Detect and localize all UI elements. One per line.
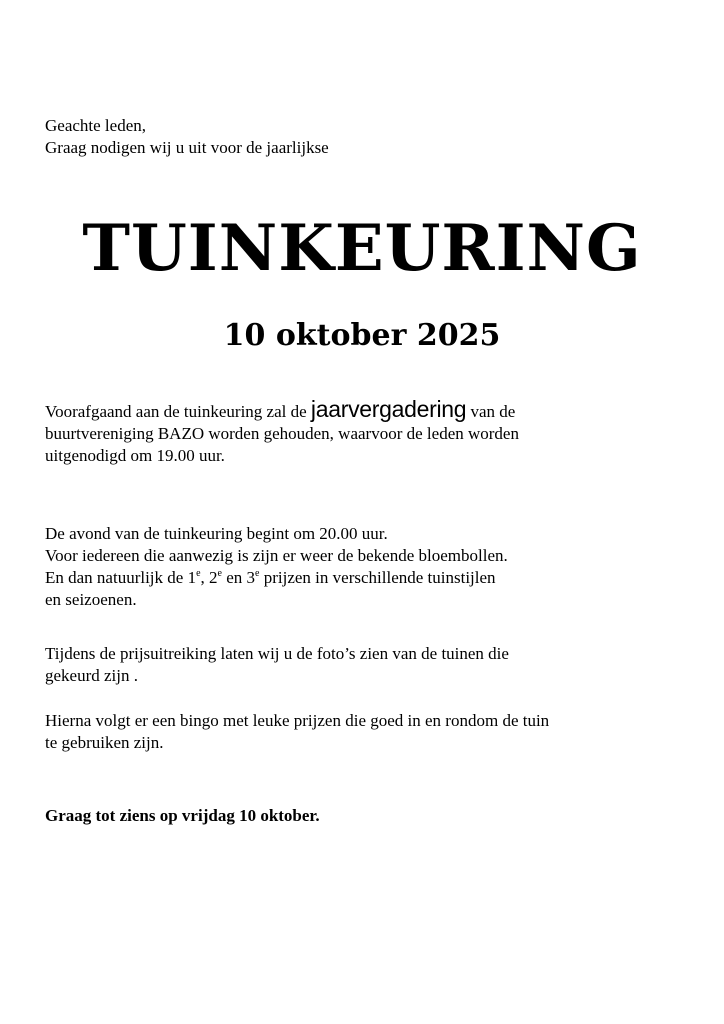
paragraph-line: en seizoenen. <box>45 590 137 609</box>
text-span: en 3 <box>221 568 256 587</box>
paragraph-meeting <box>45 398 685 467</box>
text-span: prijzen in verschillende tuinstijlen <box>259 568 496 587</box>
paragraph-line <box>45 398 685 423</box>
closing-line: Graag tot ziens op vrijdag 10 oktober. <box>45 806 320 825</box>
paragraph-photos <box>45 643 685 687</box>
ordinal-sup: e <box>255 568 260 579</box>
text-span: Voorafgaand aan de tuinkeuring zal de <box>45 402 311 421</box>
text-span: , 2 <box>200 568 218 587</box>
greeting-invitation: Graag nodigen wij u uit voor de jaarlijkse <box>45 138 329 157</box>
paragraph-line: Hierna volgt er een bingo met leuke prijzen die goed in en rondom de tuin <box>45 711 550 730</box>
ordinal-sup: e <box>217 568 222 579</box>
greeting-salutation: Geachte leden, <box>45 116 146 135</box>
paragraph-line <box>45 567 685 589</box>
text-span: van de <box>466 402 516 421</box>
document-title: TUINKEURING <box>82 211 642 286</box>
paragraph-line: buurtvereniging BAZO worden gehouden, waarvoor de leden worden <box>45 424 519 443</box>
paragraph-bingo <box>45 710 685 754</box>
paragraph-line: De avond van de tuinkeuring begint om 20.00 uur. <box>45 524 388 543</box>
event-date: 10 oktober 2025 <box>223 318 501 353</box>
text-span: En dan natuurlijk de 1 <box>45 568 197 587</box>
ordinal-sup: e <box>196 568 201 579</box>
greeting <box>45 115 645 159</box>
paragraph-line: Tijdens de prijsuitreiking laten wij u de foto’s zien van de tuinen die <box>45 644 509 663</box>
paragraph-line: uitgenodigd om 19.00 uur. <box>45 446 225 465</box>
paragraph-evening <box>45 523 685 611</box>
paragraph-line: Voor iedereen die aanwezig is zijn er weer de bekende bloembollen. <box>45 546 508 565</box>
highlight-word: jaarvergadering <box>310 396 467 422</box>
paragraph-line: te gebruiken zijn. <box>45 733 164 752</box>
paragraph-line: gekeurd zijn . <box>45 666 138 685</box>
